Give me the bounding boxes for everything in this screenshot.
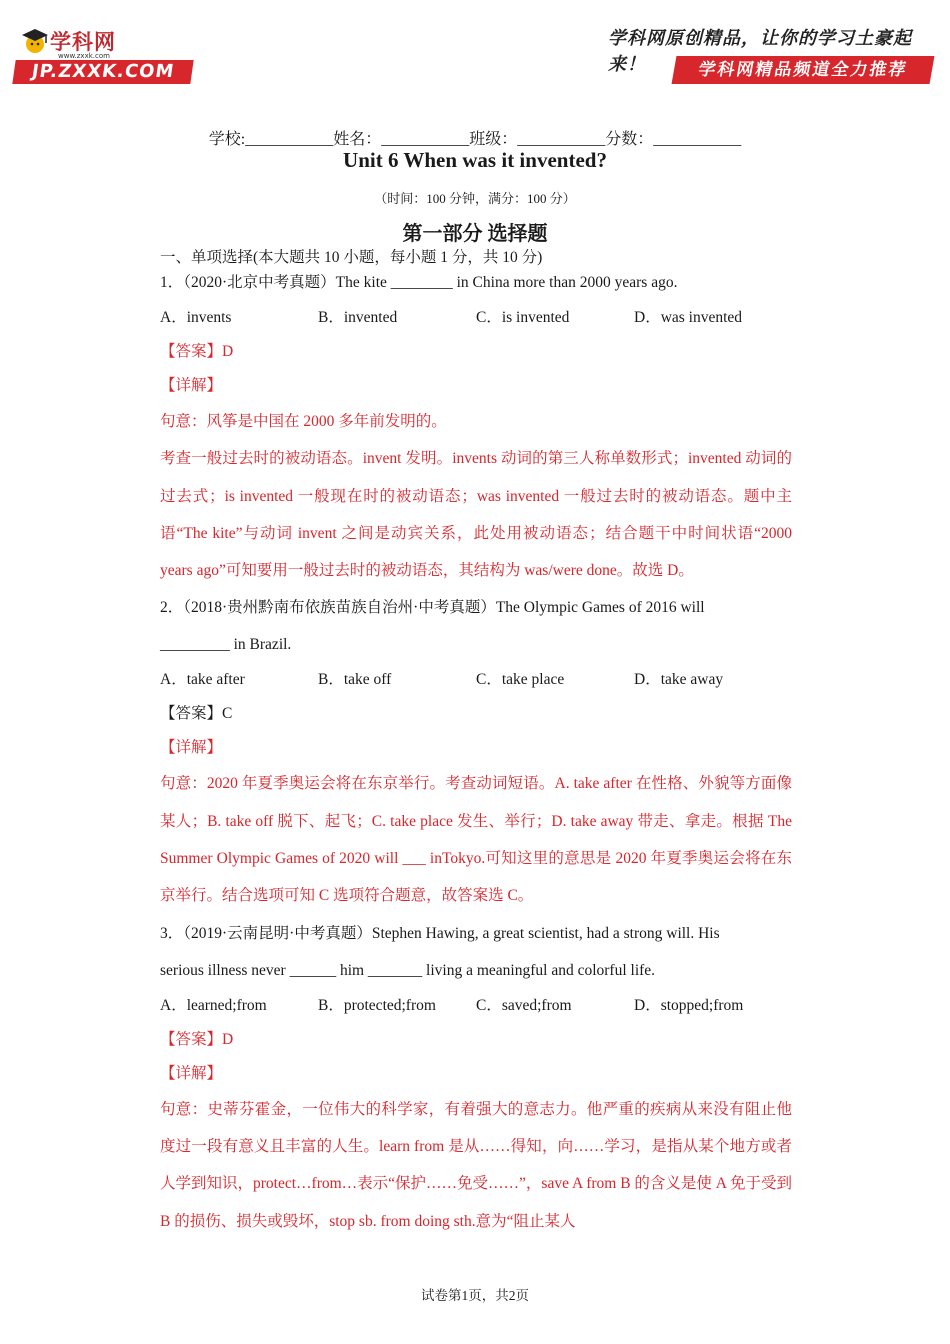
question-1 <box>160 270 792 589</box>
answer-label: 【答案】D <box>160 1030 234 1048</box>
explanation-paragraph: 考查一般过去时的被动语态。invent 发明。invents 动词的第三人称单数形式；invented 动词的过去式；is invented 一般现在时的被动语态；was invented 一般过去时的被动语态。题中主语“The kite”与动词 invent 之间是动宾关系，此处用被动语态；结合题干中时间状语“2000 years ago”可知要用一般过去时的被动语态，其结构为 was/were done。故选 D。 <box>160 450 792 580</box>
exam-content <box>160 245 792 1240</box>
detail-label: 【详解】 <box>160 377 223 394</box>
option-d: D．stopped;from <box>634 996 744 1014</box>
graduation-cap-icon <box>20 26 50 56</box>
question-stem: 2．（2018·贵州黔南布依族苗族自治州·中考真题）The Olympic Games of 2016 will <box>160 599 705 617</box>
section-heading: 一、单项选择(本大题共 10 小题，每小题 1 分，共 10 分) <box>160 249 543 266</box>
answer-label: 【答案】D <box>160 343 234 360</box>
detail-label: 【详解】 <box>160 1064 223 1082</box>
option-c: C．saved;from <box>476 996 572 1014</box>
option-d: D．take away <box>634 671 724 689</box>
option-b: B．invented <box>318 309 398 326</box>
option-d: D．was invented <box>634 309 743 326</box>
question-stem: 1．（2020·北京中考真题）The kite ________ in China more than 2000 years ago. <box>160 274 678 291</box>
answer-label: 【答案】C <box>160 705 233 723</box>
explanation-paragraph: 句意：2020 年夏季奥运会将在东京举行。考查动词短语。A. take after 在性格、外貌等方面像某人；B. take off 脱下、起飞；C. take place 发生、举行；D. take away 带走、拿走。根据 The Summer Olympic Games of 2020 will ___ inTokyo.可知这里的意思是 2020 年夏季奥运会将在东京举行。结合选项可知 C 选项符合题意，故答案选 C。 <box>160 775 792 905</box>
time-note: （时间：100 分钟，满分：100 分） <box>374 191 576 206</box>
option-a: A．learned;from <box>160 996 267 1014</box>
question-3 <box>160 915 792 1240</box>
option-c: C．is invented <box>476 309 570 326</box>
logo-small-url: www.zxxk.com <box>58 52 110 60</box>
detail-label: 【详解】 <box>160 739 223 757</box>
option-a: A．take after <box>160 671 245 689</box>
option-row <box>160 301 792 335</box>
option-b: B．protected;from <box>318 996 436 1014</box>
question-stem: _________ in Brazil. <box>160 636 292 654</box>
zxxk-logo <box>14 22 194 86</box>
page-title: Unit 6 When was it invented? <box>343 148 607 172</box>
slogan-text: 学科网原创精品，让你的学习土豪起来！ <box>608 28 912 75</box>
option-a: A．invents <box>160 309 232 326</box>
option-b: B．take off <box>318 671 392 689</box>
option-row <box>160 663 792 697</box>
logo-domain-banner: JP.ZXXK.COM <box>12 60 193 84</box>
explanation-paragraph: 句意：风筝是中国在 2000 多年前发明的。 <box>160 413 447 430</box>
recommend-banner: 学科网精品频道全力推荐 <box>672 56 935 84</box>
option-row <box>160 989 792 1023</box>
question-2 <box>160 589 792 914</box>
part-heading: 第一部分 选择题 <box>402 223 548 245</box>
explanation-paragraph: 句意：史蒂芬霍金，一位伟大的科学家，有着强大的意志力。他严重的疾病从来没有阻止他度过一段有意义且丰富的人生。learn from 是从……得知，向……学习，是指从某个地方或者人学到知识，protect…from…表示“保护……免受……”，save A from B 的含义是使 A 免于受到 B 的损伤、损失或毁坏，stop sb. from doing sth.意为“阻止某人 <box>160 1100 793 1230</box>
question-stem: serious illness never ______ him _______ living a meaningful and colorful life. <box>160 961 656 979</box>
page-footer: 试卷第1页，共2页 <box>421 1288 529 1303</box>
logo-brand-text: 学科网 <box>50 30 116 54</box>
question-stem: 3．（2019·云南昆明·中考真题）Stephen Hawing, a great scientist, had a strong will. His <box>160 924 720 942</box>
student-info-line: 学校:___________姓名：___________班级：___________分数：___________ <box>208 131 742 148</box>
option-c: C．take place <box>476 671 565 689</box>
slogan-banner <box>608 24 938 86</box>
